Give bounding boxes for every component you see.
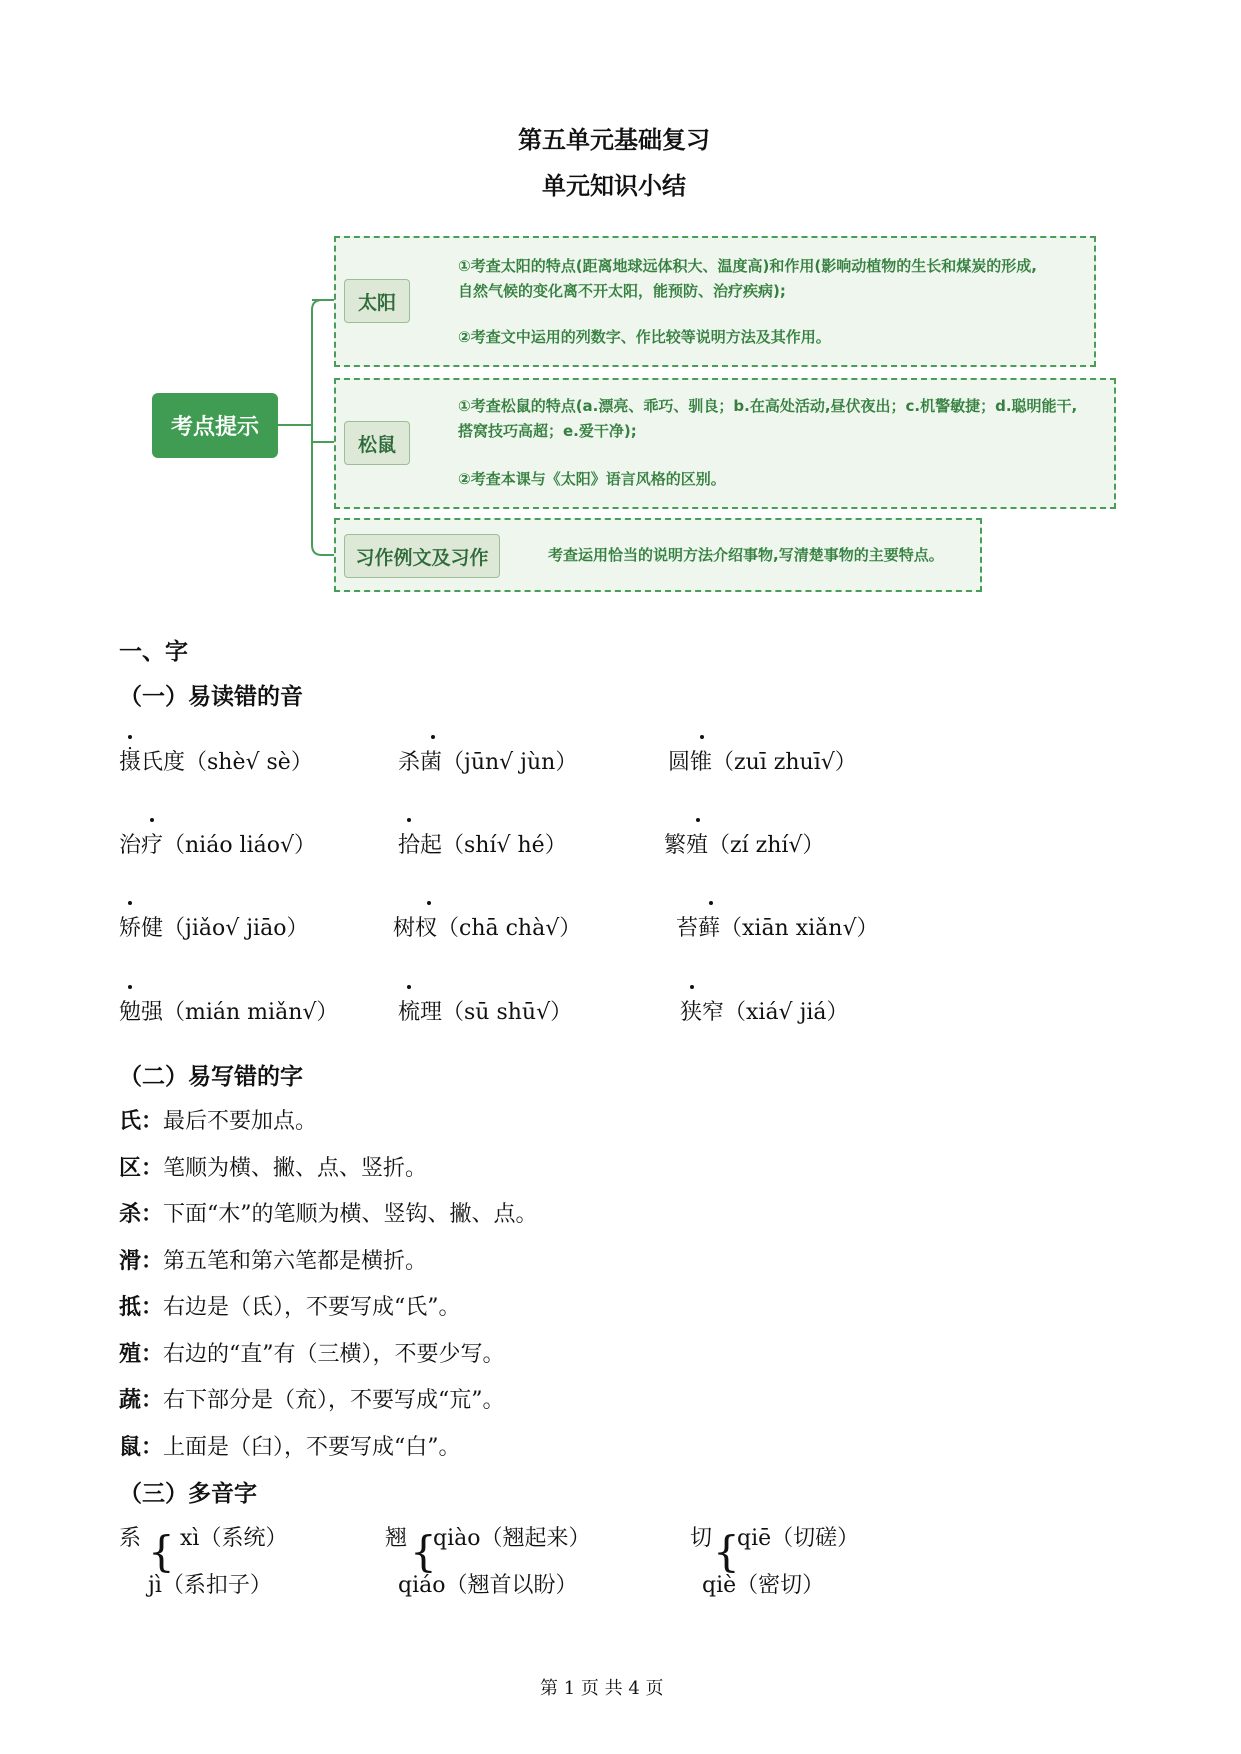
mistake-item: 滑：第五笔和第六笔都是横折。 xyxy=(119,1249,428,1274)
pron-item: 狭窄（xiá√ jiá） xyxy=(680,1000,849,1025)
polyphone-reading: qiào（翘起来） xyxy=(433,1526,591,1551)
brace-icon: { xyxy=(148,1527,175,1576)
section-heading: 一、字 xyxy=(119,639,188,665)
mindmap-squirrel-item-2: ②考查本课与《太阳》语言风格的区别。 xyxy=(458,470,726,488)
mindmap-sun-item-1b: 自然气候的变化离不开太阳，能预防、治疗疾病); xyxy=(458,282,786,300)
mindmap-squirrel-item-1a: ①考查松鼠的特点(a.漂亮、乖巧、驯良；b.在高处活动,昼伏夜出；c.机警敏捷；d.聪明能干, xyxy=(458,397,1078,415)
subsection-heading-writing: （二）易写错的字 xyxy=(119,1064,303,1090)
pron-item: 树杈（chā chà√） xyxy=(393,916,582,941)
mistake-item: 抵：右边是（氐），不要写成“氏”。 xyxy=(119,1295,461,1320)
page-title: 第五单元基础复习 xyxy=(518,126,710,154)
mindmap-node-sun: 太阳 xyxy=(344,279,410,323)
pron-item: 矫健（jiǎo√ jiāo） xyxy=(119,916,309,941)
mistake-item: 氏：最后不要加点。 xyxy=(119,1109,318,1134)
brace-icon: { xyxy=(410,1527,437,1576)
mistake-item: 杀：下面“木”的笔顺为横、竖钩、撇、点。 xyxy=(119,1202,538,1227)
page-subtitle: 单元知识小结 xyxy=(542,172,686,200)
mindmap-root: 考点提示 xyxy=(152,393,278,458)
polyphone-char: 系 xyxy=(119,1526,142,1551)
mistake-item: 鼠：上面是（臼），不要写成“白”。 xyxy=(119,1435,461,1460)
polyphone-reading: qiē（切磋） xyxy=(737,1526,860,1551)
mindmap-node-squirrel: 松鼠 xyxy=(344,421,410,465)
mistake-item: 蔬：右下部分是（㐬），不要写成“巟”。 xyxy=(119,1388,505,1413)
brace-icon: { xyxy=(713,1527,740,1576)
polyphone-char: 翘 xyxy=(385,1526,408,1551)
polyphone-reading: qiè（密切） xyxy=(702,1573,825,1598)
polyphone-reading: qiáo（翘首以盼） xyxy=(398,1573,578,1598)
pron-item: 拾起（shí√ hé） xyxy=(398,833,567,858)
pron-item: 苔藓（xiān xiǎn√） xyxy=(676,916,879,941)
subsection-heading-pronunciation: （一）易读错的音 xyxy=(119,684,303,710)
polyphone-reading: jì（系扣子） xyxy=(148,1573,272,1598)
mistake-item: 殖：右边的“直”有（三横），不要少写。 xyxy=(119,1342,505,1367)
pron-item: 圆锥（zuī zhuī√） xyxy=(668,750,857,775)
mindmap-sun-item-1a: ①考查太阳的特点(距离地球远体积大、温度高)和作用(影响动植物的生长和煤炭的形成, xyxy=(458,257,1037,275)
emphasis-char: 摄 xyxy=(119,750,142,775)
pron-item: 摄氏度（shè√ sè） xyxy=(119,750,313,775)
subsection-heading-polyphones: （三）多音字 xyxy=(119,1481,257,1507)
mistake-item: 区：笔顺为横、撇、点、竖折。 xyxy=(119,1156,428,1181)
mindmap-sun-item-2: ②考查文中运用的列数字、作比较等说明方法及其作用。 xyxy=(458,328,831,346)
polyphone-char: 切 xyxy=(690,1526,713,1551)
polyphone-reading: xì（系统） xyxy=(180,1526,288,1551)
pron-item: 杀菌（jūn√ jùn） xyxy=(398,750,578,775)
mindmap-node-writing: 习作例文及习作 xyxy=(344,534,500,578)
pron-item: 繁殖（zí zhí√） xyxy=(664,833,825,858)
mindmap-squirrel-item-1b: 搭窝技巧高超；e.爱干净); xyxy=(458,422,637,440)
mindmap-writing-item-1: 考查运用恰当的说明方法介绍事物,写清楚事物的主要特点。 xyxy=(548,546,944,564)
page-footer: 第 1 页 共 4 页 xyxy=(540,1678,664,1699)
pron-item: 治疗（niáo liáo√） xyxy=(119,833,317,858)
pron-item: 梳理（sū shū√） xyxy=(398,1000,573,1025)
pron-item: 勉强（mián miǎn√） xyxy=(119,1000,339,1025)
